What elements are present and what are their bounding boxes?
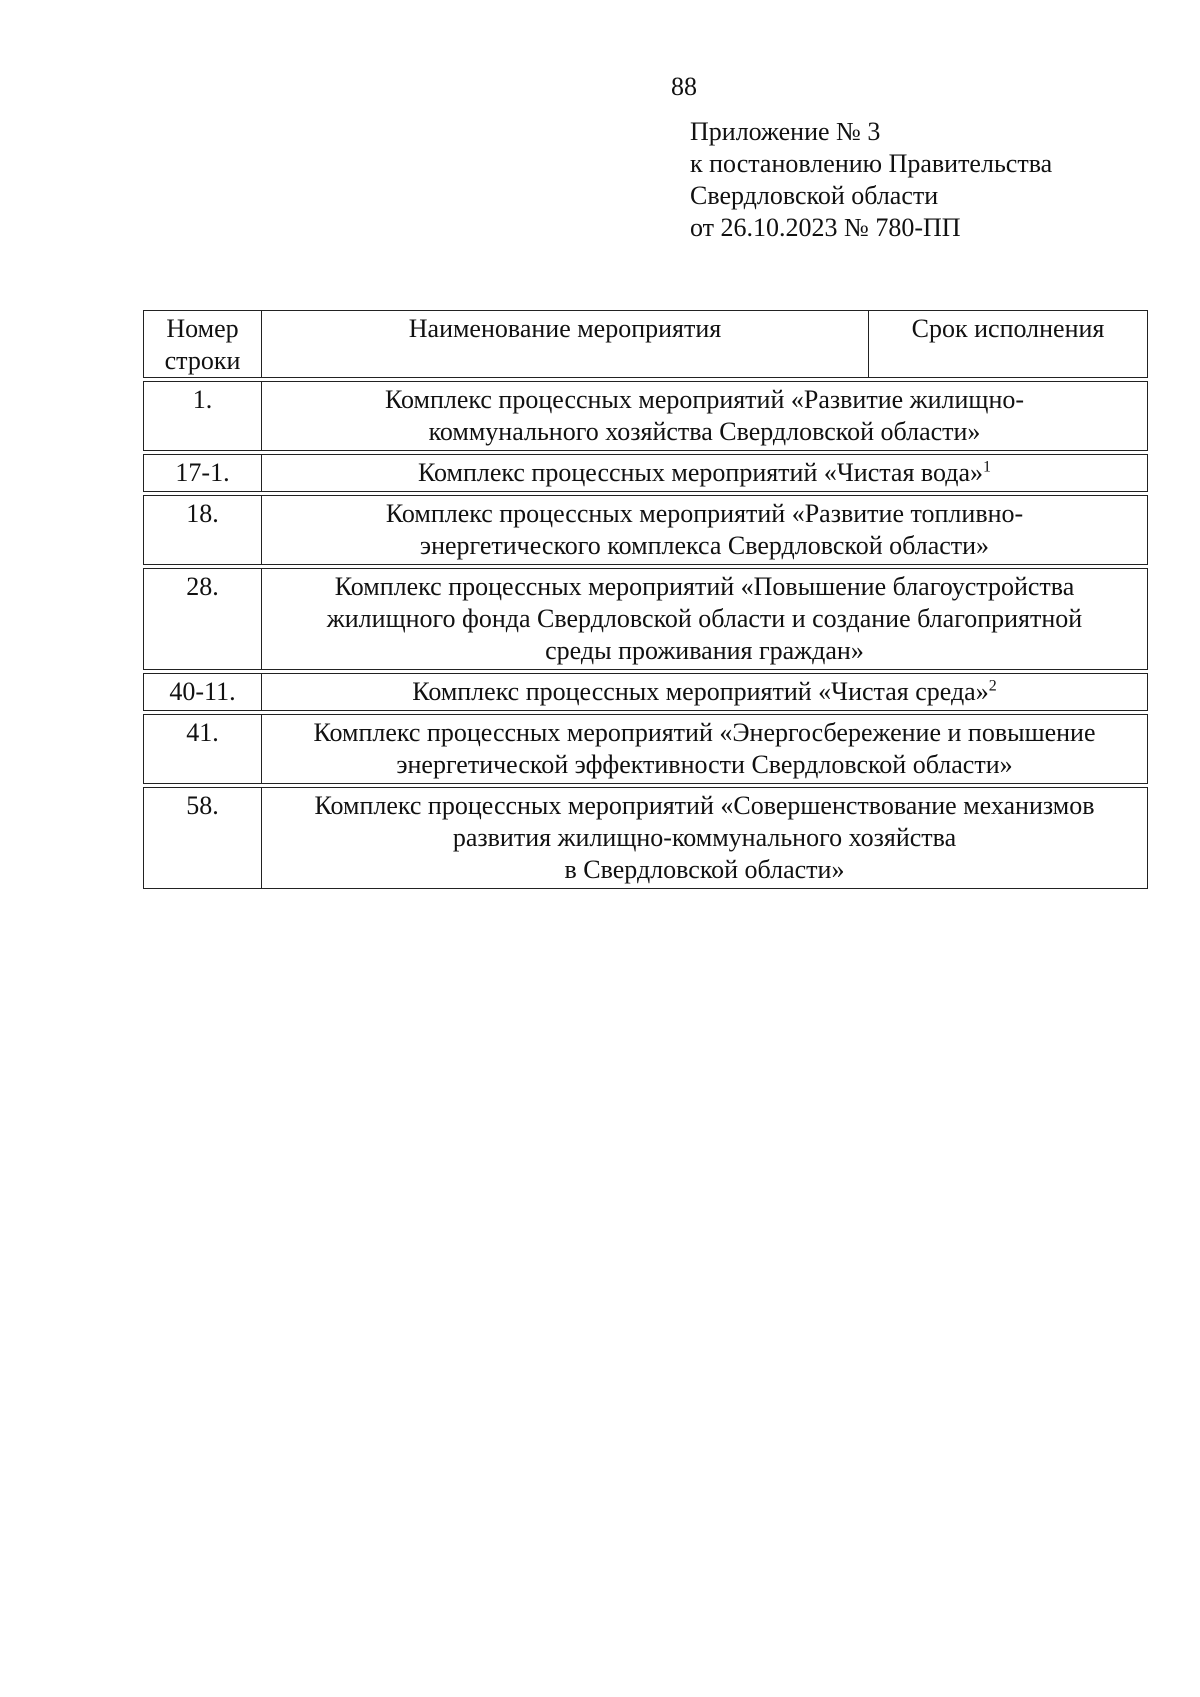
table-row [143, 787, 1148, 889]
measure-name-line: энергетической эффективности Свердловской области» [396, 750, 1013, 779]
measure-name [262, 788, 1147, 888]
row-number: 18. [144, 496, 262, 564]
row-number: 17-1. [144, 455, 262, 491]
measure-name-line: энергетического комплекса Свердловской области» [419, 531, 990, 560]
header-row-number-line2: строки [164, 346, 241, 375]
table-header-row [143, 310, 1148, 378]
measure-name-line [268, 457, 1141, 489]
table-row [143, 568, 1148, 670]
appendix-title: Приложение № 3 [690, 117, 881, 146]
row-number: 28. [144, 569, 262, 669]
table-row [143, 673, 1148, 711]
appendix-resolution: к постановлению Правительства [690, 149, 1053, 178]
measure-name-text: Комплекс процессных мероприятий «Чистая вода» [417, 458, 984, 487]
table-row [143, 714, 1148, 784]
header-measure-name: Наименование мероприятия [262, 311, 869, 377]
appendix-block [690, 116, 1052, 244]
measure-name-line: Комплекс процессных мероприятий «Повышение благоустройства [334, 572, 1075, 601]
measure-name-line: развития жилищно-коммунального хозяйства [452, 823, 957, 852]
page-number: 88 [671, 72, 697, 101]
measure-name-line: Комплекс процессных мероприятий «Энергосбережение и повышение [313, 718, 1096, 747]
measure-name-line: Комплекс процессных мероприятий «Развитие топливно- [385, 499, 1024, 528]
measure-name [262, 715, 1147, 783]
footnote-marker: 1 [983, 458, 992, 476]
measure-name [262, 569, 1147, 669]
row-number: 1. [144, 382, 262, 450]
header-deadline: Срок исполнения [911, 314, 1105, 343]
measure-name [262, 496, 1147, 564]
measure-name [262, 382, 1147, 450]
header-row-number-line1: Номер [166, 314, 239, 343]
row-number: 40-11. [144, 674, 262, 710]
appendix-date: от 26.10.2023 № 780-ПП [690, 213, 961, 242]
table-row [143, 454, 1148, 492]
row-number: 41. [144, 715, 262, 783]
measure-name-line: среды проживания граждан» [545, 636, 864, 665]
measure-name-text: Комплекс процессных мероприятий «Чистая среда» [412, 677, 989, 706]
table-row [143, 381, 1148, 451]
measure-name-line: в Свердловской области» [564, 855, 845, 884]
measure-name-line [268, 676, 1141, 708]
appendix-region: Свердловской области [690, 181, 939, 210]
measure-name-line: жилищного фонда Свердловской области и создание благоприятной [326, 604, 1083, 633]
row-number: 58. [144, 788, 262, 888]
measure-name-line: Комплекс процессных мероприятий «Совершенствование механизмов [314, 791, 1095, 820]
header-row-number [144, 311, 262, 377]
measure-name [262, 674, 1147, 710]
measure-name-line: Комплекс процессных мероприятий «Развитие жилищно- [384, 385, 1025, 414]
measures-table [143, 310, 1148, 889]
measure-name [262, 455, 1147, 491]
measure-name-line: коммунального хозяйства Свердловской области» [428, 417, 981, 446]
footnote-marker: 2 [988, 677, 997, 695]
table-row [143, 495, 1148, 565]
